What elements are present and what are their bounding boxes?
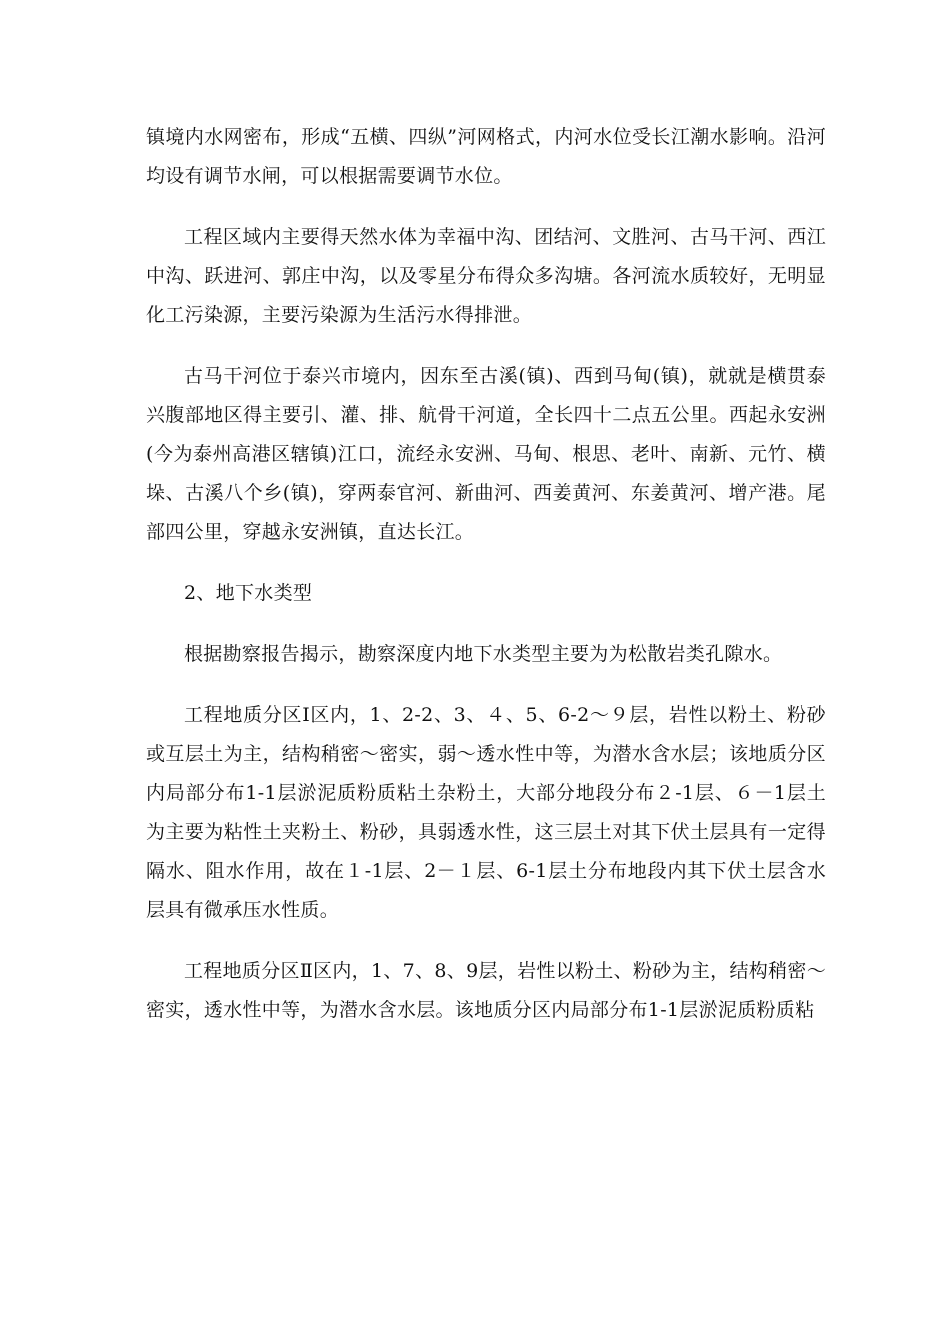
- paragraph-zone-2: 工程地质分区Ⅱ区内，1、7、8、9层，岩性以粉土、粉砂为主，结构稍密～密实，透水性中等，为潜水含水层。该地质分区内局部分布1-1层淤泥质粉质粘: [146, 960, 826, 1021]
- section-heading-groundwater-type: 2、地下水类型: [184, 582, 313, 604]
- paragraph-water-network: 镇境内水网密布，形成“五横、四纵”河网格式，内河水位受长江潮水影响。沿河均设有调节水闸，可以根据需要调节水位。: [146, 126, 826, 187]
- document-page: [146, 118, 826, 1030]
- paragraph-survey-report: 根据勘察报告揭示，勘察深度内地下水类型主要为为松散岩类孔隙水。: [184, 643, 783, 665]
- paragraph-natural-water-bodies: 工程区域内主要得天然水体为幸福中沟、团结河、文胜河、古马干河、西江中沟、跃进河、郭庄中沟，以及零星分布得众多沟塘。各河流水质较好，无明显化工污染源，主要污染源为生活污水得排泄。: [146, 226, 826, 326]
- paragraph-guma-river: 古马干河位于泰兴市境内，因东至古溪(镇)、西到马甸(镇)，就就是横贯泰兴腹部地区得主要引、灌、排、航骨干河道，全长四十二点五公里。西起永安洲(今为泰州高港区辖镇)江口，流经永安洲、马甸、根思、老叶、南新、元竹、横垛、古溪八个乡(镇)，穿两泰官河、新曲河、西姜黄河、东姜黄河、增产港。尾部四公里，穿越永安洲镇，直达长江。: [146, 365, 826, 543]
- paragraph-zone-1: 工程地质分区Ⅰ区内，1、2-2、3、４、5、6-2～９层，岩性以粉土、粉砂或互层土为主，结构稍密～密实，弱～透水性中等，为潜水含水层；该地质分区内局部分布1-1层淤泥质粉质粘土杂粉土，大部分地段分布２-1层、６－1层土为主要为粘性土夹粉土、粉砂，具弱透水性，这三层土对其下伏土层具有一定得隔水、阻水作用，故在１-1层、2－１层、6-1层土分布地段内其下伏土层含水层具有微承压水性质。: [146, 704, 826, 921]
